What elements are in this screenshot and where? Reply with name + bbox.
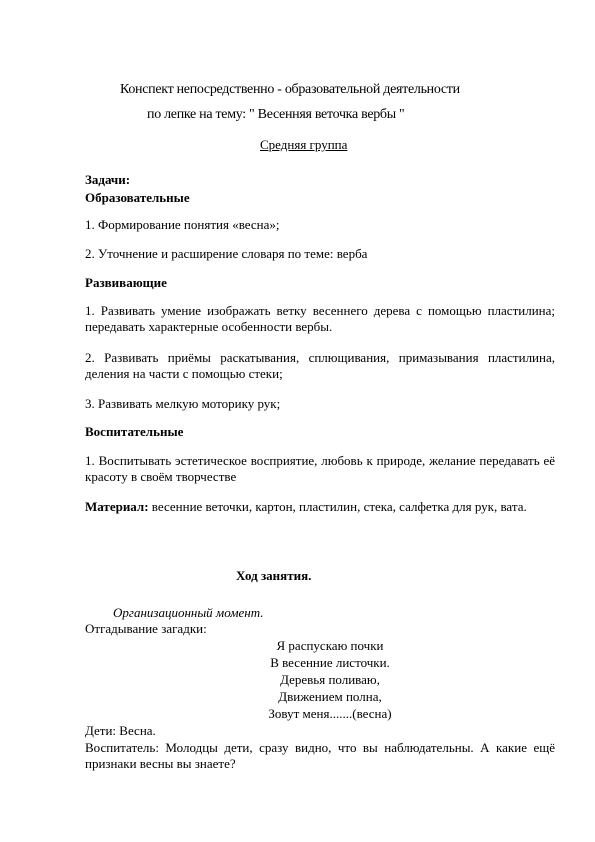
riddle-line-5: Зовут меня.......(весна) — [268, 706, 392, 721]
educational-item-1: 1. Формирование понятия «весна»; — [85, 217, 280, 232]
educational-item-2: 2. Уточнение и расширение словаря по теме: верба — [85, 246, 368, 261]
developing-item-1: 1. Развивать умение изображать ветку весеннего дерева с помощью пластилина; передавать характерные особенности вербы. — [85, 303, 555, 334]
riddle-line-1: Я распускаю почки — [276, 638, 384, 653]
title-line-1: Конспект непосредственно - образовательной деятельности — [120, 82, 460, 97]
developing-item-2: 2. Развивать приёмы раскатывания, сплющивания, примазывания пластилина, деления на части с помощью стеки; — [85, 350, 555, 381]
material-text: весенние веточки, картон, пластилин, стека, салфетка для рук, вата. — [148, 499, 527, 514]
educational-heading: Образовательные — [85, 190, 190, 205]
lesson-heading: Ход занятия. — [236, 568, 312, 583]
riddle-line-4: Движением полна, — [278, 689, 382, 704]
children-answer: Дети: Весна. — [85, 723, 156, 738]
riddle-intro: Отгадывание загадки: — [85, 621, 207, 636]
material-paragraph — [85, 499, 555, 515]
tasks-heading: Задачи: — [85, 172, 131, 187]
teacher-line: Воспитатель: Молодцы дети, сразу видно, что вы наблюдательны. А какие ещё признаки весны вы знаете? — [85, 740, 555, 771]
title-line-2: по лепке на тему: " Весенняя веточка вербы " — [147, 107, 405, 122]
developing-heading: Развивающие — [85, 275, 167, 290]
upbringing-item-1: 1. Воспитывать эстетическое восприятие, любовь к природе, желание передавать её красоту в своём творчестве — [85, 453, 555, 484]
org-moment: Организационный момент. — [113, 605, 264, 620]
riddle-line-2: В весенние листочки. — [270, 655, 390, 670]
developing-item-3: 3. Развивать мелкую моторику рук; — [85, 396, 281, 411]
group-subtitle: Средняя группа — [260, 137, 348, 152]
riddle-line-3: Деревья поливаю, — [280, 672, 380, 687]
upbringing-heading: Воспитательные — [85, 424, 184, 439]
material-label: Материал: — [85, 499, 149, 514]
